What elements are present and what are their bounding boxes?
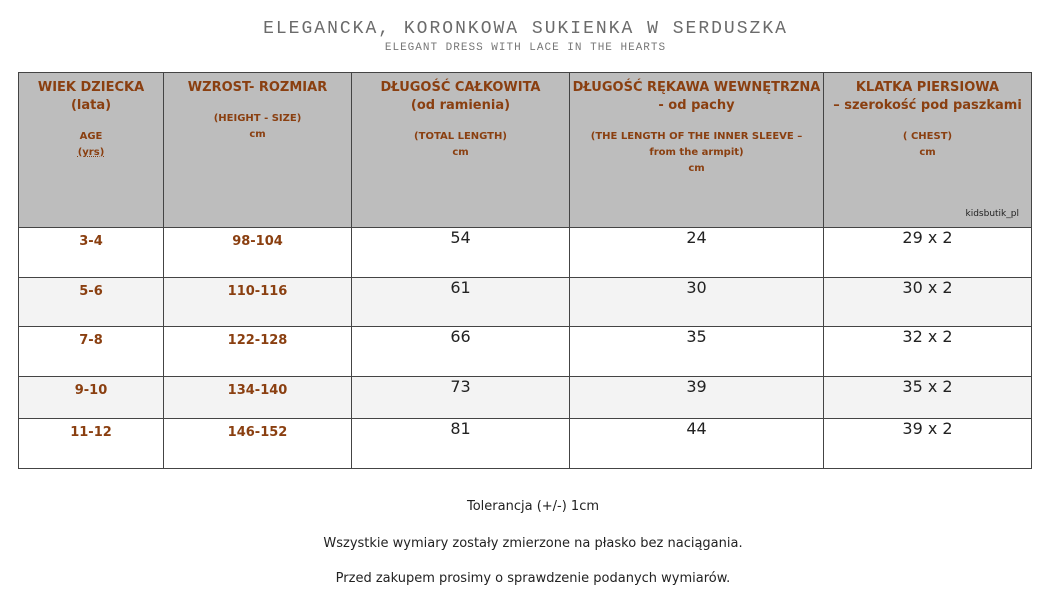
header-height-title: WZROST- ROZMIAR [187,80,328,95]
header-chest-title: KLATKA PIERSIOWA [855,80,1000,95]
header-age-title-2: (lata) [70,98,112,113]
cell-sleeve: 24 [570,228,824,278]
cell-chest: 39 x 2 [824,419,1032,469]
table-row [19,278,1032,327]
header-age-title: WIEK DZIECKA [37,80,145,95]
cell-age: 5-6 [19,278,164,327]
header-sleeve-title-2: - od pachy [658,98,735,113]
cell-age: 3-4 [19,228,164,278]
cell-sleeve: 39 [570,377,824,419]
cell-chest: 30 x 2 [824,278,1032,327]
header-chest [824,73,1032,228]
cell-total-length: 81 [352,419,570,469]
cell-chest: 29 x 2 [824,228,1032,278]
page-subtitle: ELEGANT DRESS WITH LACE IN THE HEARTS [384,42,667,54]
cell-age: 7-8 [19,327,164,377]
header-sleeve-unit: cm [688,163,705,174]
header-age-sub: AGE [79,131,103,142]
cell-chest: 35 x 2 [824,377,1032,419]
size-table [18,72,1032,469]
cell-total-length: 54 [352,228,570,278]
watermark-text: kidsbutik_pl [965,209,1019,219]
cell-age: 9-10 [19,377,164,419]
header-row [19,73,1032,228]
cell-total-length: 61 [352,278,570,327]
cell-chest: 32 x 2 [824,327,1032,377]
cell-height: 146-152 [164,419,352,469]
header-height [164,73,352,228]
cell-sleeve: 30 [570,278,824,327]
cell-height: 122-128 [164,327,352,377]
header-total-title-2: (od ramienia) [410,98,511,113]
header-sleeve [570,73,824,228]
cell-total-length: 73 [352,377,570,419]
header-total-sub: (TOTAL LENGTH) [414,131,507,142]
table-row [19,228,1032,278]
cell-age: 11-12 [19,419,164,469]
header-total-length [352,73,570,228]
header-height-sub: (HEIGHT - SIZE) [213,113,302,124]
header-age-unit: (yrs) [77,147,105,158]
header-chest-title-2: – szerokość pod paszkami [833,98,1022,113]
header-sleeve-sub: (THE LENGTH OF THE INNER SLEEVE – from the armpit) [590,131,803,158]
cell-sleeve: 44 [570,419,824,469]
table-row [19,377,1032,419]
table-row [19,327,1032,377]
measurement-note: Wszystkie wymiary zostały zmierzone na płasko bez naciągania. [323,536,743,551]
header-chest-unit: cm [919,147,936,158]
cell-height: 98-104 [164,228,352,278]
cell-height: 110-116 [164,278,352,327]
page-title: ELEGANCKA, KORONKOWA SUKIENKA W SERDUSZKA [263,19,788,39]
header-height-unit: cm [249,129,266,140]
check-note: Przed zakupem prosimy o sprawdzenie podanych wymiarów. [335,571,731,586]
tolerance-note: Tolerancja (+/-) 1cm [466,499,600,514]
header-age [19,73,164,228]
cell-sleeve: 35 [570,327,824,377]
header-total-unit: cm [452,147,469,158]
cell-height: 134-140 [164,377,352,419]
header-sleeve-title: DŁUGOŚĆ RĘKAWA WEWNĘTRZNA [572,80,821,95]
header-chest-sub: ( CHEST) [902,131,953,142]
header-total-title: DŁUGOŚĆ CAŁKOWITA [380,80,541,95]
table-row [19,419,1032,469]
cell-total-length: 66 [352,327,570,377]
